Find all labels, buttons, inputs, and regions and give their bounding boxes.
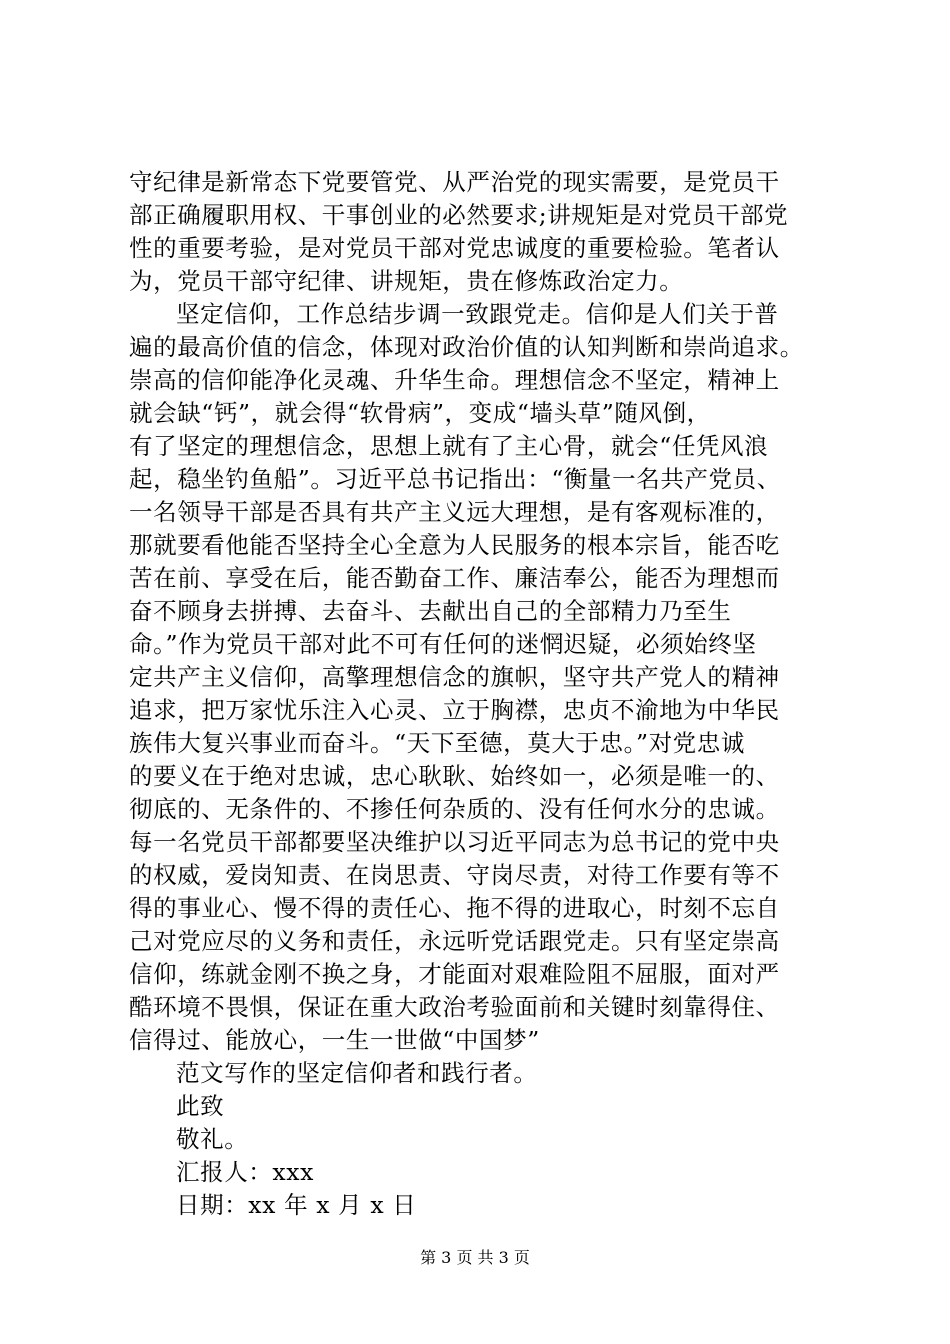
date-line: 日期：xx 年 x 月 x 日 [176, 1191, 417, 1219]
text-line: 每一名党员干部都要坚决维护以习近平同志为总书记的党中央 [129, 828, 780, 856]
text-line: 为，党员干部守纪律、讲规矩，贵在修炼政治定力。 [129, 267, 684, 295]
text-line: 遍的最高价值的信念，体现对政治价值的认知判断和崇尚追求。 [129, 333, 804, 361]
closing-regards: 敬礼。 [176, 1125, 249, 1153]
page-number-footer: 第 3 页 共 3 页 [420, 1248, 530, 1267]
text-line: 有了坚定的理想信念，思想上就有了主心骨，就会“任凭风浪 [129, 432, 769, 460]
text-line: 得的事业心、慢不得的责任心、拖不得的进取心，时刻不忘自 [129, 894, 780, 922]
text-line: 部正确履职用权、干事创业的必然要求;讲规矩是对党员干部党 [129, 201, 789, 229]
text-line: 苦在前、享受在后，能否勤奋工作、廉洁奉公，能否为理想而 [129, 564, 780, 592]
text-line: 就会缺“钙”，就会得“软骨病”，变成“墙头草”随风倒， [129, 399, 711, 427]
text-line: 追求，把万家忧乐注入心灵、立于胸襟，忠贞不渝地为中华民 [129, 696, 780, 724]
reporter-line: 汇报人：xxx [176, 1158, 314, 1186]
text-line: 的要义在于绝对忠诚，忠心耿耿、始终如一，必须是唯一的、 [129, 762, 780, 790]
text-line: 崇高的信仰能净化灵魂、升华生命。理想信念不坚定，精神上 [129, 366, 780, 394]
text-line: 定共产主义信仰，高擎理想信念的旗帜，坚守共产党人的精神 [129, 663, 780, 691]
document-body [129, 166, 859, 1222]
closing-salutation: 此致 [176, 1092, 225, 1120]
text-line: 起，稳坐钓鱼船”。习近平总书记指出：“衡量一名共产党员、 [129, 465, 781, 493]
text-line: 命。”作为党员干部对此不可有任何的迷惘迟疑，必须始终坚 [129, 630, 757, 658]
text-line: 守纪律是新常态下党要管党、从严治党的现实需要，是党员干 [129, 168, 780, 196]
text-line: 彻底的、无条件的、不掺任何杂质的、没有任何水分的忠诚。 [129, 795, 780, 823]
text-line: 信仰，练就金刚不换之身，才能面对艰难险阻不屈服，面对严 [129, 960, 780, 988]
text-line: 那就要看他能否坚持全心全意为人民服务的根本宗旨，能否吃 [129, 531, 780, 559]
text-line: 的权威，爱岗知责、在岗思责、守岗尽责，对待工作要有等不 [129, 861, 780, 889]
text-line: 酷环境不畏惧，保证在重大政治考验面前和关键时刻靠得住、 [129, 993, 780, 1021]
text-line: 性的重要考验，是对党员干部对党忠诚度的重要检验。笔者认 [129, 234, 780, 262]
paragraph-first-line: 坚定信仰，工作总结步调一致跟党走。信仰是人们关于普 [176, 300, 779, 328]
text-line: 己对党应尽的义务和责任，永远听党话跟党走。只有坚定崇高 [129, 927, 780, 955]
text-line: 信得过、能放心，一生一世做“中国梦” [129, 1026, 540, 1054]
text-line: 一名领导干部是否具有共产主义远大理想，是有客观标准的， [129, 498, 780, 526]
text-line: 奋不顾身去拼搏、去奋斗、去献出自己的全部精力乃至生 [129, 597, 732, 625]
paragraph-first-line: 范文写作的坚定信仰者和践行者。 [176, 1059, 538, 1087]
text-line: 族伟大复兴事业而奋斗。“天下至德，莫大于忠。”对党忠诚 [129, 729, 745, 757]
